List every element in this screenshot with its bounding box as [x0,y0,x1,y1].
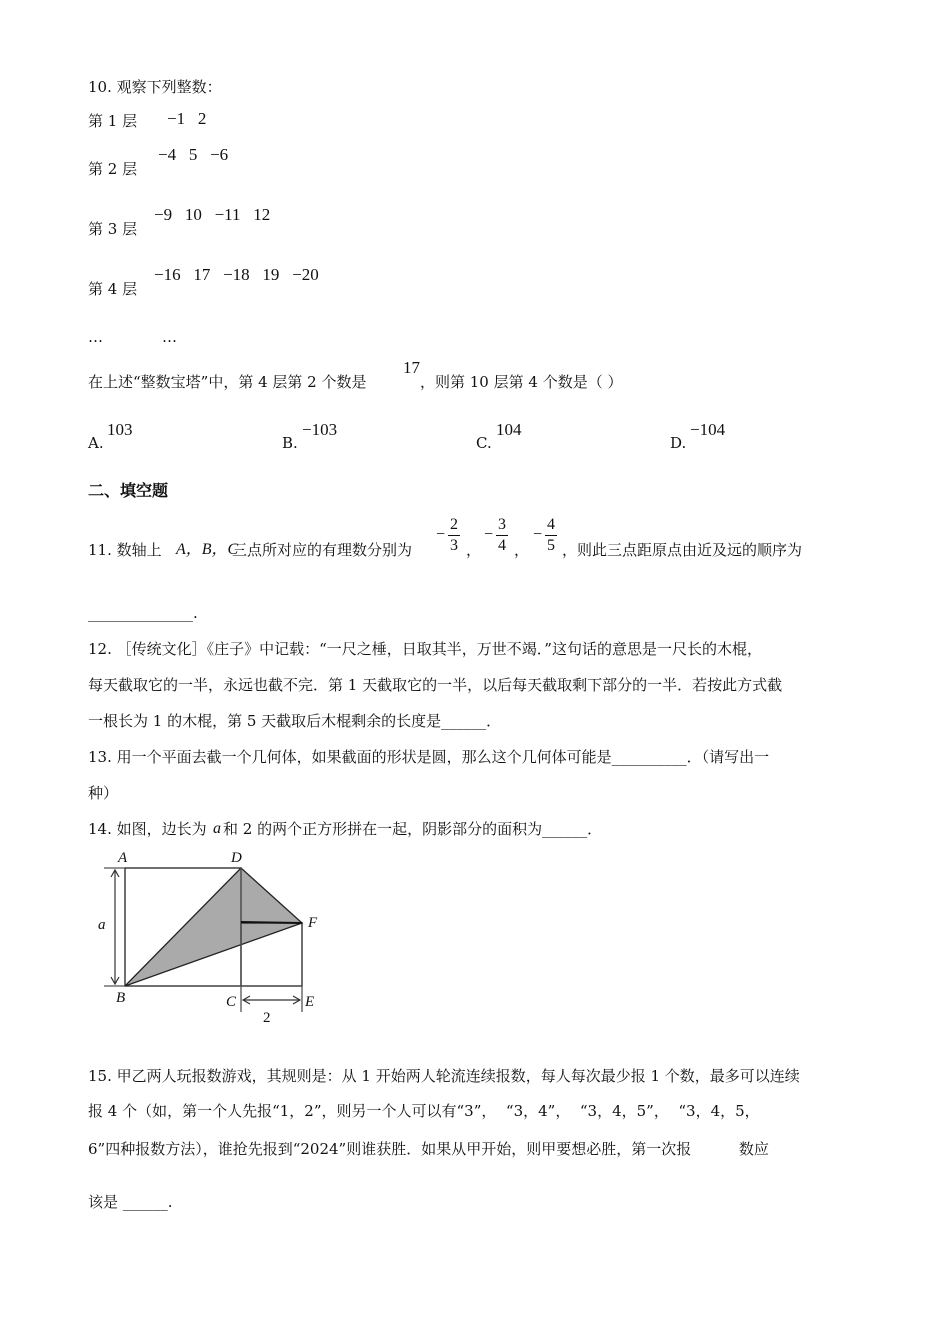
denominator: 5 [547,536,556,554]
row-label: 第 1 层 [88,112,138,130]
row-numbers: −9 10 −11 12 [154,205,271,224]
sign: − [484,526,494,544]
text-line: 6”四种报数方法），谁抢先报到“2024”则谁获胜．如果从甲开始，则甲要想必胜，第一次报 数应 [88,1140,769,1158]
q11-prefix: 11. 数轴上 [88,541,162,559]
option-c-value: 104 [496,420,522,439]
text-line: 13. 用一个平面去截一个几何体，如果截面的形状是圆，那么这个几何体可能是__________．（请写出一 [88,748,770,766]
q10-title: 10. 观察下列整数： [88,78,222,96]
text-line: 15. 甲乙两人玩报数游戏，其规则是：从 1 开始两人轮流连续报数，每人每次最少报 1 个数，最多可以连续 [88,1067,800,1085]
q11-points: A，B，C [176,541,239,558]
option-d-value: −104 [690,420,726,439]
q10-question-b: ，则第 10 层第 4 个数是（ ） [420,373,623,391]
text-line: 一根长为 1 的木棍，第 5 天截取后木棍剩余的长度是______． [88,712,502,730]
row-numbers: −1 2 [167,109,207,128]
ellipsis: … [162,328,177,346]
q14-prefix: 14. 如图，边长为 [88,820,207,838]
q14-var: a [213,820,221,837]
text-line: 每天截取它的一半，永远也截不完．第 1 天截取它的一半，以后每天截取剩下部分的一半．若按此方式截 [88,676,783,694]
row-numbers: −16 17 −18 19 −20 [154,265,319,284]
ellipsis: … [88,328,103,346]
text-line: 报 4 个（如，第一个人先报“1，2”，则另一个人可以有“3”， “3，4”， “3，4，5”， “3，4，5， [88,1102,760,1120]
q14-suffix: 和 2 的两个正方形拼在一起，阴影部分的面积为______． [223,820,603,838]
comma: ， [514,541,530,559]
fraction [533,516,557,554]
text-line: 种） [88,784,119,802]
fraction [436,516,460,554]
option-c-label: C. [476,434,492,452]
q11-middle: 三点所对应的有理数分别为 [232,541,413,559]
row-numbers: −4 5 −6 [158,145,229,164]
shaded-triangle [125,868,302,986]
option-a-label: A. [88,434,104,452]
q10-question-a: 在上述“整数宝塔”中，第 4 层第 2 个数是 [88,373,367,391]
option-b-label: B. [282,434,298,452]
option-d-label: D. [670,434,687,452]
label-d: D [231,850,242,866]
label-e: E [305,994,315,1010]
comma: ， [466,541,482,559]
label-b: B [116,990,126,1006]
numerator: 4 [545,516,557,536]
numerator: 3 [496,516,508,536]
label-c: C [226,994,237,1010]
row-label: 第 2 层 [88,160,138,178]
numerator: 2 [448,516,460,536]
label-a: A [118,850,128,866]
sign: − [533,526,543,544]
q10-question-value: 17 [403,358,420,377]
section-title: 二、填空题 [88,481,169,500]
option-b-value: −103 [302,420,338,439]
label-f: F [308,915,318,931]
denominator: 4 [498,536,507,554]
denominator: 3 [450,536,459,554]
answer-blank: ______________. [88,604,198,622]
option-a-value: 103 [107,420,133,439]
fraction [484,516,508,554]
row-label: 第 3 层 [88,220,138,238]
row-label: 第 4 层 [88,280,138,298]
label-side-a: a [98,917,106,933]
text-line: 该是 ______. [88,1193,173,1211]
geometry-figure [80,840,340,1030]
label-side-2: 2 [263,1010,271,1026]
text-line: 12. ［传统文化］《庄子》中记载：“一尺之棰，日取其半，万世不竭．”这句话的意思是一尺长的木棍， [88,640,762,658]
q11-suffix: ，则此三点距原点由近及远的顺序为 [562,541,803,559]
sign: − [436,526,446,544]
